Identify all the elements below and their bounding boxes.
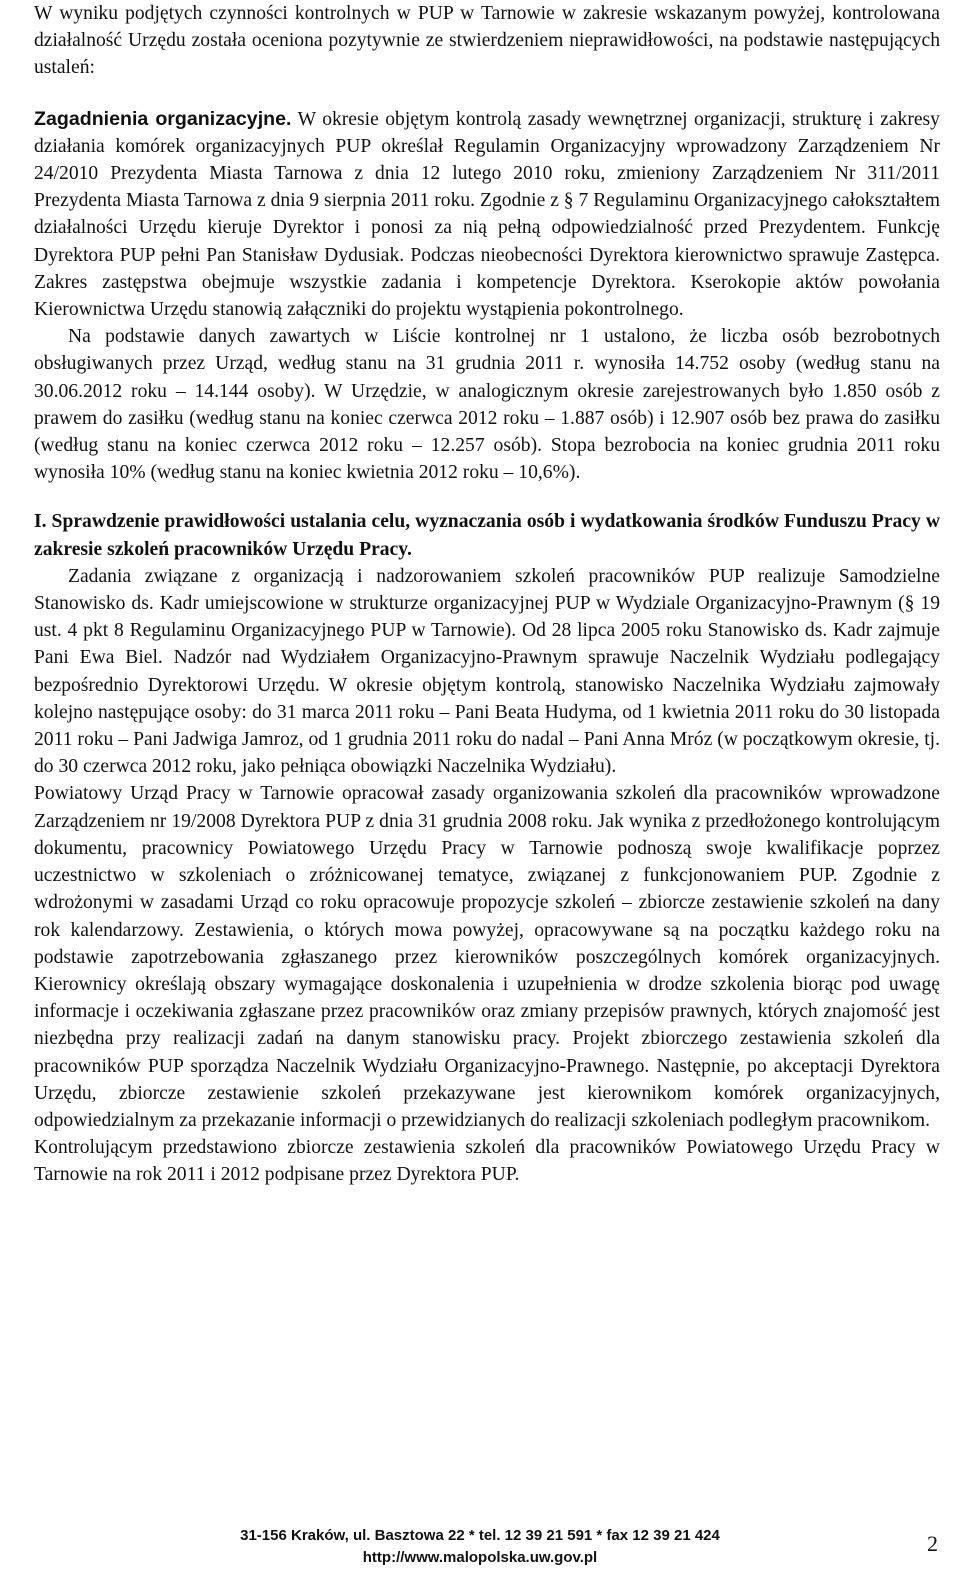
footer-address: 31-156 Kraków, ul. Basztowa 22 * tel. 12 39 21 591 * fax 12 39 21 424 [240, 1527, 720, 1544]
page-number: 2 [927, 1531, 938, 1556]
document-page [34, 0, 940, 1189]
section-i-paragraph-1: Zadania związane z organizacją i nadzorowaniem szkoleń pracowników PUP realizuje Samodzielne Stanowisko ds. Kadr umiejscowione w strukturze organizacyjnej PUP w Wydziale Organizacyjno-Prawnym (§ 19 ust. 4 pkt 8 Regulaminu Organizacyjnego PUP w Tarnowie). Od 28 lipca 2005 roku Stanowisko ds. Kadr zajmuje Pani Ewa Biel. Nadzór nad Wydziałem Organizacyjno-Prawnym sprawuje Naczelnik Wydziału podlegający bezpośrednio Dyrektorowi Urzędu. W okresie objętym kontrolą, stanowisko Naczelnika Wydziału zajmowały kolejno następujące osoby: do 31 marca 2011 roku – Pani Beata Hudyma, od 1 kwietnia 2011 roku do 30 listopada 2011 roku – Pani Jadwiga Jamroz, od 1 grudnia 2011 roku do nadal – Pani Anna Mróz (w początkowym okresie, tj. do 30 czerwca 2012 roku, jako pełniąca obowiązki Naczelnika Wydziału). [34, 565, 940, 778]
org-section-paragraph-1 [34, 106, 940, 324]
section-i-paragraph-2: Powiatowy Urząd Pracy w Tarnowie opracował zasady organizowania szkoleń dla pracowników wprowadzone Zarządzeniem nr 19/2008 Dyrektora PUP z dnia 31 grudnia 2008 roku. Jak wynika z przedłożonego kontrolującym dokumentu, pracownicy Powiatowego Urzędu Pracy w Tarnowie podnoszą swoje kwalifikacje poprzez uczestnictwo w szkoleniach o zróżnicowanej tematyce, związanej z funkcjonowaniem PUP. Zgodnie z wdrożonymi w zasadami Urząd co roku opracowuje propozycje szkoleń – zbiorcze zestawienie szkoleń na dany rok kalendarzowy. Zestawienia, o których mowa powyżej, opracowywane są na początku każdego roku na podstawie zapotrzebowania zgłaszanego przez kierowników poszczególnych komórek organizacyjnych. Kierownicy określają obszary wymagające doskonalenia i uzupełnienia w drodze szkolenia biorąc pod uwagę informacje i oczekiwania zgłaszane przez pracowników oraz zmiany przepisów prawnych, których znajomość jest niezbędna przy realizacji zadań na danym stanowisku pracy. Projekt zbiorczego zestawienia szkoleń dla pracowników PUP sporządza Naczelnik Wydziału Organizacyjno-Prawnego. Następnie, po akceptacji Dyrektora Urzędu, zbiorcze zestawienie szkoleń przekazywane jest kierownikom komórek organizacyjnych, odpowiedzialnym za przekazanie informacji o przewidzianych do realizacji szkoleniach podległym pracownikom. [34, 783, 940, 1131]
section-i-paragraph-3: Kontrolującym przedstawiono zbiorcze zestawienia szkoleń dla pracowników Powiatowego Urzędu Pracy w Tarnowie na rok 2011 i 2012 podpisane przez Dyrektora PUP. [34, 1137, 940, 1186]
org-section-p1-text: W okresie objętym kontrolą zasady wewnętrznej organizacji, strukturę i zakresy działania komórek organizacyjnych PUP określał Regulamin Organizacyjny wprowadzony Zarządzeniem Nr 24/2010 Prezydenta Miasta Tarnowa z dnia 12 lutego 2010 roku, zmieniony Zarządzeniem Nr 311/2011 Prezydenta Miasta Tarnowa z dnia 9 sierpnia 2011 roku. Zgodnie z § 7 Regulaminu Organizacyjnego całokształtem działalności Urzędu kieruje Dyrektor i ponosi za nią pełną odpowiedzialność przed Prezydentem. Funkcję Dyrektora PUP pełni Pan Stanisław Dydusiak. Podczas nieobecności Dyrektora kierownictwo sprawuje Zastępca. Zakres zastępstwa obejmuje wszystkie zadania i kompetencje Dyrektora. Kserokopie aktów powołania Kierownictwa Urzędu stanowią załączniki do projektu wystąpienia pokontrolnego. [34, 108, 940, 321]
org-section-heading: Zagadnienia organizacyjne. [34, 107, 292, 130]
intro-paragraph: W wyniku podjętych czynności kontrolnych w PUP w Tarnowie w zakresie wskazanym powyżej, kontrolowana działalność Urzędu została oceniona pozytywnie ze stwierdzeniem nieprawidłowości, na podstawie następujących ustaleń: [34, 3, 940, 79]
footer-url: http://www.malopolska.uw.gov.pl [362, 1549, 598, 1566]
page-footer [0, 1525, 960, 1569]
org-section-paragraph-2: Na podstawie danych zawartych w Liście kontrolnej nr 1 ustalono, że liczba osób bezrobotnych obsługiwanych przez Urząd, według stanu na 31 grudnia 2011 r. wynosiła 14.752 osoby (według stanu na 30.06.2012 roku – 14.144 osoby). W Urzędzie, w analogicznym okresie zarejestrowanych było 1.850 osób z prawem do zasiłku (według stanu na koniec czerwca 2012 roku – 1.887 osób) i 12.907 osób bez prawa do zasiłku (według stanu na koniec czerwca 2012 roku – 12.257 osób). Stopa bezrobocia na koniec grudnia 2011 roku wynosiła 10% (według stanu na koniec kwietnia 2012 roku – 10,6%). [34, 326, 940, 484]
section-i-heading: I. Sprawdzenie prawidłowości ustalania celu, wyznaczania osób i wydatkowania środków Funduszu Pracy w zakresie szkoleń pracowników Urzędu Pracy. [34, 511, 940, 560]
